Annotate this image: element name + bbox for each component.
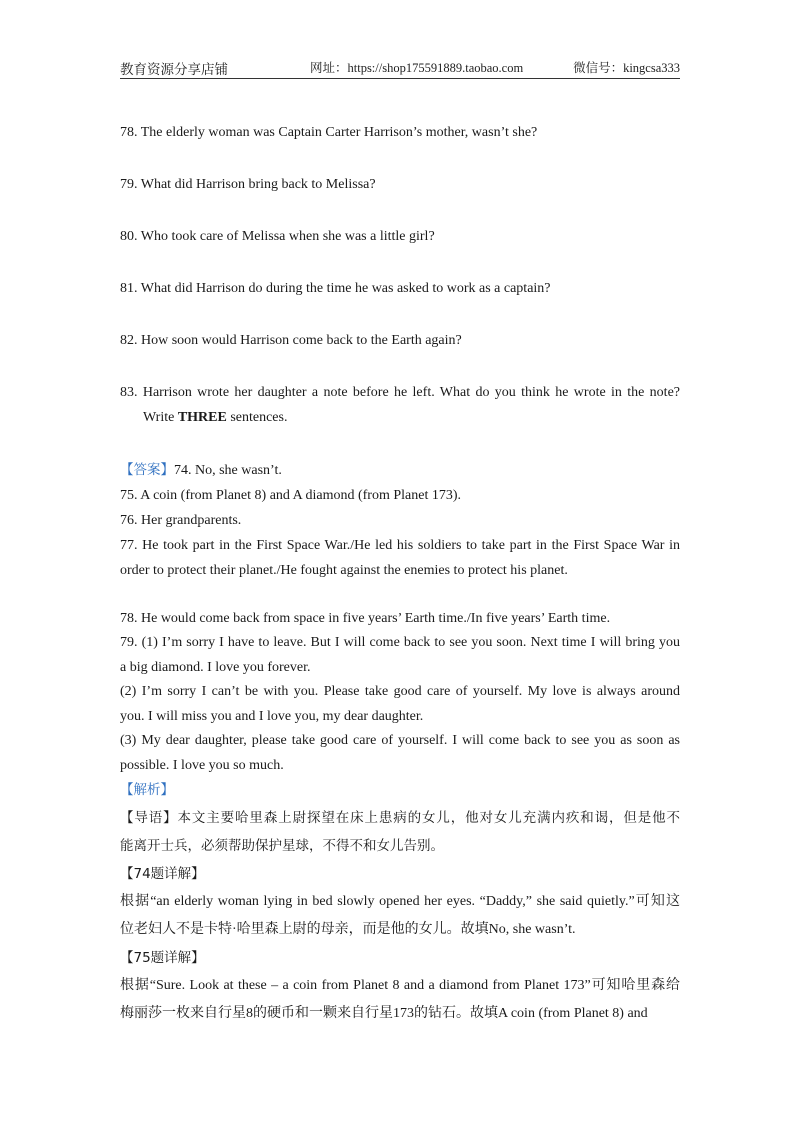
analysis-tag: 【解析】 bbox=[120, 782, 174, 798]
answer-77-line-2: order to protect their planet./He fought against the enemies to protect his planet. bbox=[120, 563, 568, 578]
answer-78: 78. He would come back from space in five years’ Earth time./In five years’ Earth time. bbox=[120, 611, 611, 626]
question-83-line-1: 83. Harrison wrote her daughter a note before he left. What do you think he wrote in the note? bbox=[120, 385, 680, 400]
question-78: 78. The elderly woman was Captain Carter Harrison’s mother, wasn’t she? bbox=[120, 125, 538, 140]
header-divider bbox=[120, 78, 680, 79]
answer-tag: 【答案】 bbox=[120, 462, 174, 478]
answer-79-3-line-1: (3) My dear daughter, please take good care of yourself. I will come back to see you as soon as bbox=[120, 733, 680, 748]
detail-75-title: 【75题详解】 bbox=[120, 950, 205, 966]
answer-79-2-line-2: you. I will miss you and I love you, my dear daughter. bbox=[120, 709, 424, 724]
answer-75: 75. A coin (from Planet 8) and A diamond (from Planet 173). bbox=[120, 488, 462, 503]
answer-79-1-line-2: a big diamond. I love you forever. bbox=[120, 660, 311, 675]
question-82: 82. How soon would Harrison come back to the Earth again? bbox=[120, 333, 462, 348]
question-79: 79. What did Harrison bring back to Melissa? bbox=[120, 177, 376, 192]
detail-75-line-1: 根据“Sure. Look at these – a coin from Planet 8 and a diamond from Planet 173”可知哈里森给 bbox=[120, 978, 680, 993]
header-wechat: 微信号：kingcsa333 bbox=[573, 61, 680, 75]
answer-76: 76. Her grandparents. bbox=[120, 513, 242, 528]
answer-79-3-line-2: possible. I love you so much. bbox=[120, 758, 284, 773]
question-83-line-2: Write THREE sentences. bbox=[143, 410, 288, 425]
header-url: 网址：https://shop175591889.taobao.com bbox=[310, 61, 524, 75]
answer-79-1-line-1: 79. (1) I’m sorry I have to leave. But I will come back to see you soon. Next time I will bring you bbox=[120, 635, 680, 650]
guide-line-2: 能离开士兵，必须帮助保护星球，不得不和女儿告别。 bbox=[120, 838, 444, 854]
detail-75-line-2: 梅丽莎一枚来自行星8的硬币和一颗来自行星173的钻石。故填A coin (from Planet 8) and bbox=[120, 1006, 648, 1021]
question-80: 80. Who took care of Melissa when she was a little girl? bbox=[120, 229, 435, 244]
question-81: 81. What did Harrison do during the time he was asked to work as a captain? bbox=[120, 281, 551, 296]
header-shop-name: 教育资源分享店铺 bbox=[120, 62, 228, 78]
detail-74-line-1: 根据“an elderly woman lying in bed slowly opened her eyes. “Daddy,” she said quietly.”可知这 bbox=[120, 894, 680, 909]
guide-line-1: 【导语】本文主要哈里森上尉探望在床上患病的女儿，他对女儿充满内疚和谒，但是他不 bbox=[120, 810, 680, 826]
answer-77-line-1: 77. He took part in the First Space War./He led his soldiers to take part in the First Space War in bbox=[120, 538, 680, 553]
question-83-emphasis: THREE bbox=[177, 410, 227, 425]
detail-74-title: 【74题详解】 bbox=[120, 866, 205, 882]
answer-74: 【答案】74. No, she wasn’t. bbox=[120, 462, 282, 478]
page-header bbox=[120, 58, 680, 78]
detail-74-line-2: 位老妇人不是卡特·哈里森上尉的母亲，而是他的女儿。故填No, she wasn’t. bbox=[120, 922, 576, 937]
answer-79-2-line-1: (2) I’m sorry I can’t be with you. Please take good care of yourself. My love is always around bbox=[120, 684, 680, 699]
